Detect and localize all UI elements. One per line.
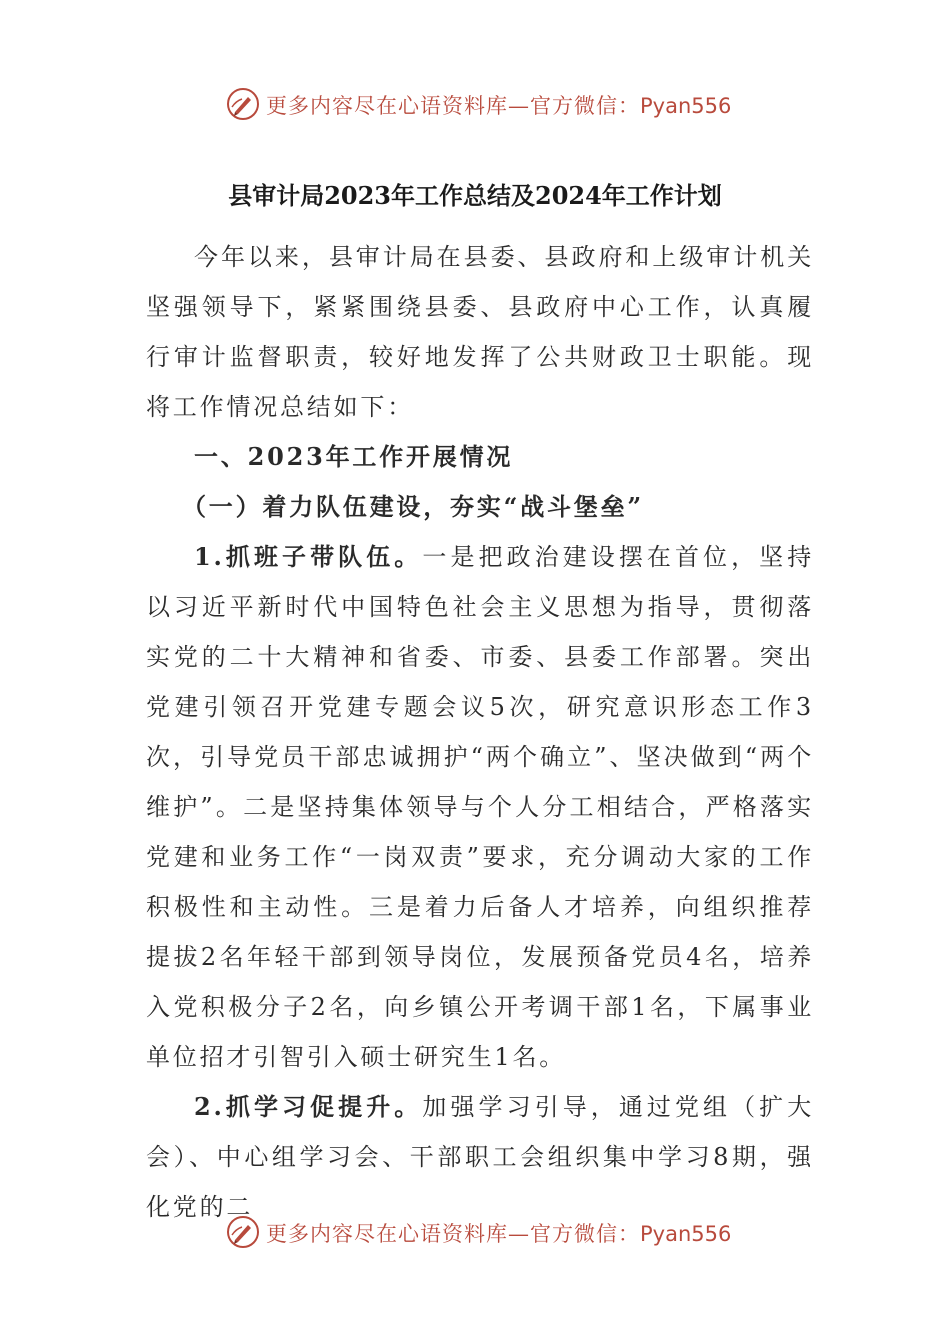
watermark-caption: 更多内容尽在心语资料库—官方微信： <box>266 94 640 118</box>
pen-logo-icon <box>226 1215 260 1249</box>
watermark-account: Pyan556 <box>640 1222 732 1246</box>
watermark-account: Pyan556 <box>640 94 732 118</box>
item-1-paragraph <box>146 532 814 1082</box>
item-1-text: 一是把政治建设摆在首位，坚持以习近平新时代中国特色社会主义思想为指导，贯彻落实党的二十大精神和省委、市委、县委工作部署。突出党建引领召开党建专题会议5次，研究意识形态工作3次，引导党员干部忠诚拥护“两个确立”、坚决做到“两个维护”。二是坚持集体领导与个人分工相结合，严格落实党建和业务工作“一岗双责”要求，充分调动大家的工作积极性和主动性。三是着力后备人才培养，向组织推荐提拔2名年轻干部到领导岗位，发展预备党员4名，培养入党积极分子2名，向乡镇公开考调干部1名，下属事业单位招才引智引入硕士研究生1名。 <box>146 543 814 1071</box>
item-1-lead: 1.抓班子带队伍。 <box>194 542 423 571</box>
intro-paragraph: 今年以来，县审计局在县委、县政府和上级审计机关坚强领导下，紧紧围绕县委、县政府中心工作，认真履行审计监督职责，较好地发挥了公共财政卫士职能。现将工作情况总结如下： <box>146 243 814 421</box>
item-2-lead: 2.抓学习促提升。 <box>194 1092 423 1121</box>
subsection-heading: （一）着力队伍建设，夯实“战斗堡垒” <box>182 492 645 521</box>
watermark-text <box>266 90 731 120</box>
document-body <box>146 232 814 1232</box>
watermark-banner-bottom <box>0 1212 950 1252</box>
item-2-paragraph <box>146 1082 814 1232</box>
watermark-caption: 更多内容尽在心语资料库—官方微信： <box>266 1222 640 1246</box>
item-2-text: 加强学习引导，通过党组（扩大会）、中心组学习会、干部职工会组织集中学习8期，强化党的二 <box>146 1093 814 1221</box>
pen-logo-icon <box>226 87 260 121</box>
page-title: 县审计局2023年工作总结及2024年工作计划 <box>228 181 722 210</box>
section-heading: 一、2023年工作开展情况 <box>194 442 514 471</box>
watermark-text <box>266 1218 731 1248</box>
watermark-banner-top <box>0 84 950 124</box>
